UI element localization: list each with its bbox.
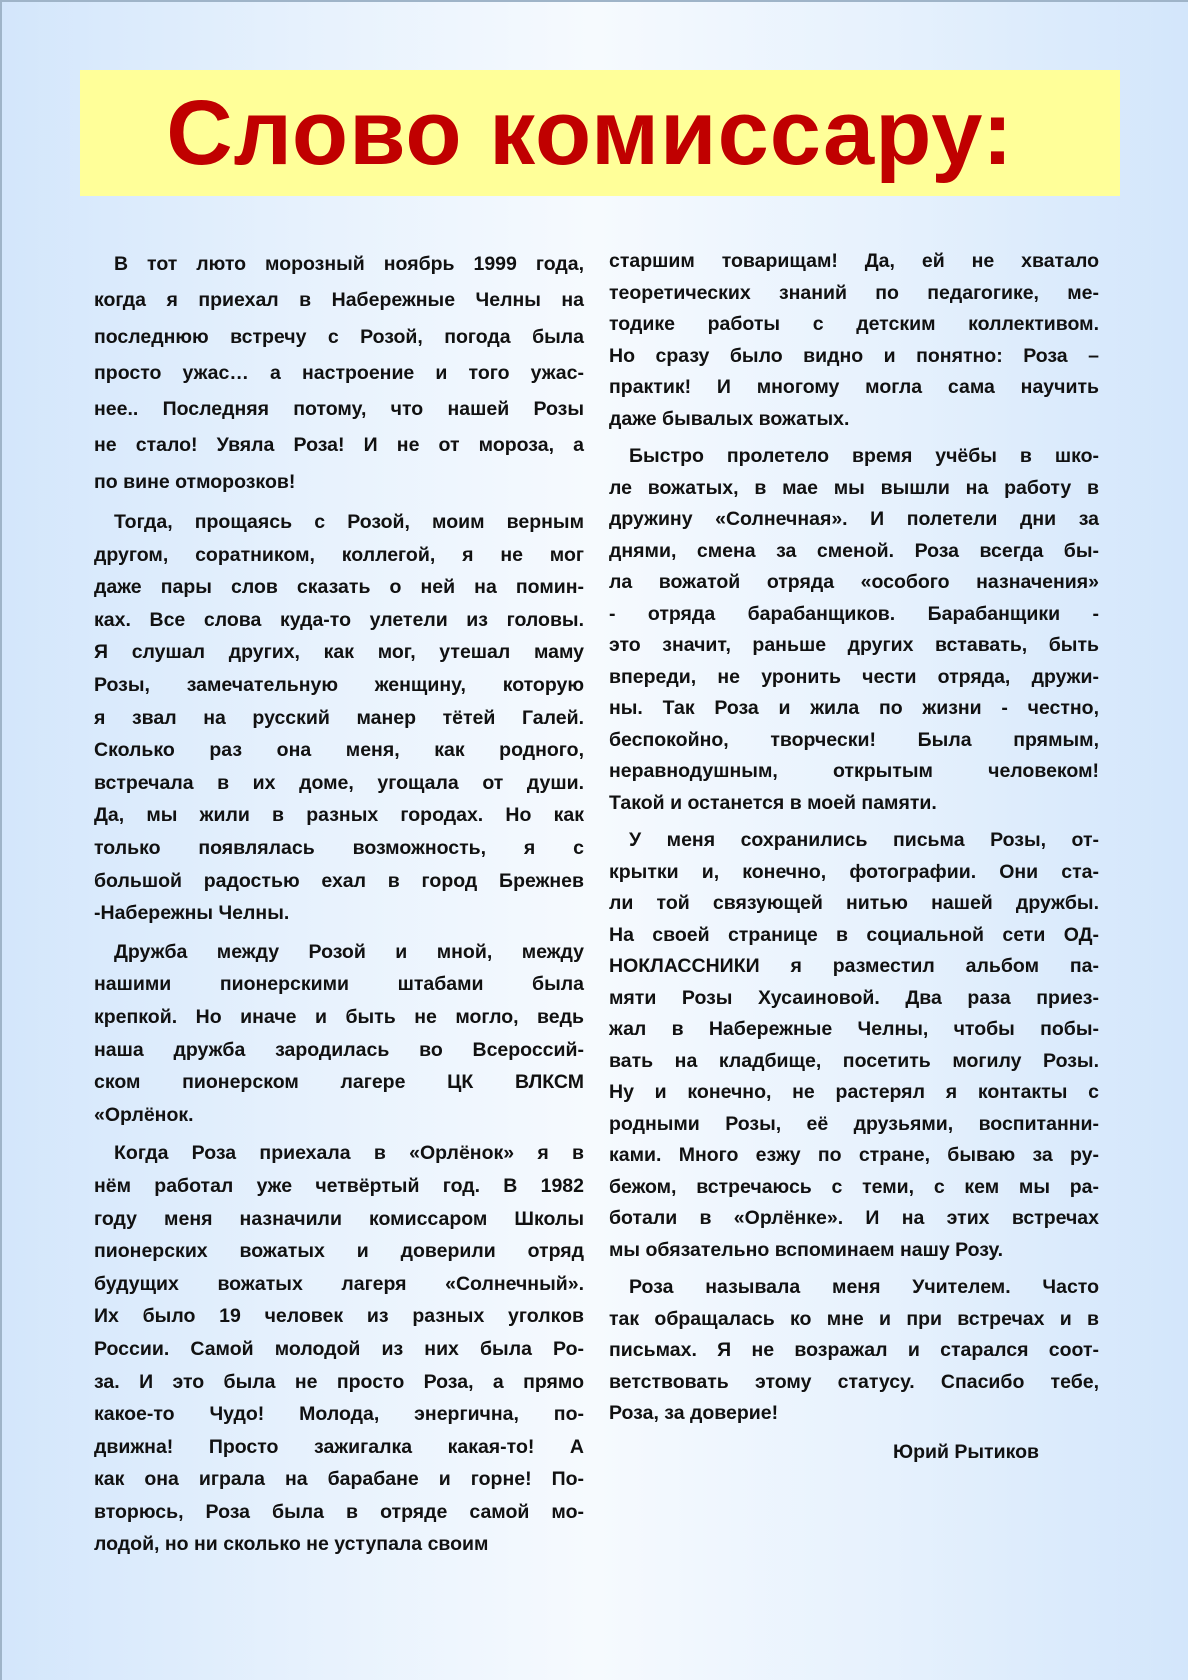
text-line: тодике работы с детским коллективом. — [609, 313, 1099, 335]
text-line: большой радостью ехал в город Брежнев — [94, 869, 584, 892]
paragraph — [609, 1272, 1099, 1430]
text-line: как она играла на барабане и горне! По- — [94, 1468, 584, 1491]
paragraph — [609, 246, 1099, 435]
text-line: ли той связующей нитью нашей дружбы. — [609, 892, 1099, 914]
text-line: когда я приехал в Набережные Челны на — [94, 289, 584, 312]
text-line: ском пионерском лагере ЦК ВЛКСМ — [94, 1071, 584, 1094]
text-line: ками. Много езжу по стране, бываю за ру- — [609, 1144, 1099, 1166]
text-line: Такой и останется в моей памяти. — [609, 791, 937, 814]
text-line: родными Розы, её друзьями, воспитанни- — [609, 1112, 1099, 1135]
text-line: только появлялась возможность, я с — [94, 837, 584, 860]
text-line: Роза называла меня Учителем. Часто — [629, 1276, 1099, 1298]
text-line: дружину «Солнечная». И полетели дни за — [609, 508, 1099, 530]
text-line: днями, смена за сменой. Роза всегда бы- — [609, 539, 1099, 562]
text-line: какое-то Чудо! Молода, энергична, по- — [94, 1403, 584, 1426]
text-line: России. Самой молодой из них была Ро- — [94, 1337, 584, 1360]
text-line: наша дружба зародилась во Всероссий- — [94, 1038, 584, 1061]
text-line: лодой, но ни сколько не уступала своим — [94, 1533, 489, 1556]
text-line: НОКЛАССНИКИ я разместил альбом па- — [609, 955, 1099, 977]
text-line: ках. Все слова куда-то улетели из головы. — [94, 608, 584, 631]
text-line: «Орлёнок. — [94, 1103, 194, 1126]
text-line: пионерских вожатых и доверили отряд — [94, 1240, 584, 1263]
text-line: не стало! Увяла Роза! И не от мороза, а — [94, 434, 584, 457]
text-line: Я слушал других, как мог, утешал маму — [94, 641, 584, 664]
paragraph — [94, 936, 584, 1132]
text-line: крепкой. Но иначе и быть не могло, ведь — [94, 1005, 584, 1028]
text-line: жал в Набережные Челны, чтобы побы- — [609, 1018, 1099, 1040]
text-line: Да, мы жили в разных городах. Но как — [94, 804, 584, 827]
text-line: Дружба между Розой и мной, между — [114, 940, 584, 963]
text-line: Но сразу было видно и понятно: Роза – — [609, 344, 1099, 367]
text-line: по вине отморозков! — [94, 470, 296, 493]
text-line: ветствовать этому статусу. Спасибо тебе, — [609, 1370, 1099, 1393]
text-line: просто ужас… а настроение и того ужас- — [94, 361, 584, 384]
text-line: На своей странице в социальной сети ОД- — [609, 923, 1099, 946]
author-signature: Юрий Рытиков — [892, 1440, 1039, 1463]
text-line: письмах. Я не возражал и старался соот- — [609, 1339, 1099, 1361]
paragraph — [94, 246, 584, 500]
text-line: мы обязательно вспоминаем нашу Розу. — [609, 1238, 1004, 1261]
text-line: ла вожатой отряда «особого назначения» — [609, 571, 1099, 593]
text-line: -Набережны Челны. — [94, 902, 290, 925]
article-column-right — [609, 246, 1099, 1468]
text-line: ны. Так Роза и жила по жизни - честно, — [609, 697, 1099, 719]
text-line: крытки и, конечно, фотографии. Они ста- — [609, 860, 1099, 883]
text-line: Тогда, прощаясь с Розой, моим верным — [114, 511, 584, 534]
text-line: мяти Розы Хусаиновой. Два раза приез- — [609, 986, 1099, 1009]
text-line: вторюсь, Роза была в отряде самой мо- — [94, 1500, 584, 1523]
text-line: Розы, замечательную женщину, которую — [94, 674, 584, 697]
text-line: я звал на русский манер тётей Галей. — [94, 706, 584, 729]
text-line: впереди, не уронить чести отряда, дружи- — [609, 665, 1099, 688]
text-line: Ну и конечно, не растерял я контакты с — [609, 1081, 1099, 1103]
text-line: ле вожатых, в мае мы вышли на работу в — [609, 476, 1099, 499]
text-line: нём работал уже четвёртый год. В 1982 — [94, 1174, 584, 1197]
text-line: даже бывалых вожатых. — [609, 407, 850, 430]
text-line: будущих вожатых лагеря «Солнечный». — [94, 1272, 584, 1295]
text-line: В тот люто морозный ноябрь 1999 года, — [114, 253, 584, 275]
text-line: - отряда барабанщиков. Барабанщики - — [609, 602, 1099, 625]
text-line: году меня назначили комиссаром Школы — [94, 1207, 584, 1230]
text-line: Роза, за доверие! — [609, 1402, 779, 1424]
text-line: Сколько раз она меня, как родного, — [94, 739, 584, 762]
paragraph — [94, 506, 584, 930]
text-line: Когда Роза приехала в «Орлёнок» я в — [114, 1142, 584, 1165]
text-line: практик! И многому могла сама научить — [609, 376, 1099, 398]
page-title: Слово комиссару: — [166, 82, 1014, 184]
text-line: нее.. Последняя потому, что нашей Розы — [94, 398, 584, 421]
text-line: даже пары слов сказать о ней на помин- — [94, 576, 584, 599]
text-line: старшим товарищам! Да, ей не хватало — [609, 250, 1099, 272]
text-line: движна! Просто зажигалка какая-то! А — [94, 1435, 584, 1458]
text-line: теоретических знаний по педагогике, ме- — [609, 281, 1099, 304]
text-line: вать на кладбище, посетить могилу Розы. — [609, 1049, 1099, 1072]
article-column-left — [94, 246, 584, 1567]
text-line: бежом, встречаюсь с теми, с кем мы ра- — [609, 1175, 1099, 1198]
text-line: это значит, раньше других вставать, быть — [609, 634, 1099, 656]
text-line: Быстро пролетело время учёбы в шко- — [629, 445, 1099, 467]
text-line: неравнодушным, открытым человеком! — [609, 760, 1099, 782]
text-line: так обращалась ко мне и при встречах и в — [609, 1307, 1099, 1330]
text-line: последнюю встречу с Розой, погода была — [94, 325, 584, 348]
text-line: другом, соратником, коллегой, я не мог — [94, 543, 584, 566]
text-line: за. И это была не просто Роза, а прямо — [94, 1370, 584, 1393]
text-line: ботали в «Орлёнке». И на этих встречах — [609, 1207, 1099, 1229]
text-line: У меня сохранились письма Розы, от- — [629, 829, 1099, 851]
paragraph — [609, 441, 1099, 819]
paragraph — [609, 825, 1099, 1266]
text-line: нашими пионерскими штабами была — [94, 973, 584, 996]
text-line: Их было 19 человек из разных уголков — [94, 1305, 584, 1328]
title-banner — [80, 70, 1120, 196]
text-line: беспокойно, творчески! Была прямым, — [609, 728, 1099, 751]
paragraph — [94, 1137, 584, 1561]
text-line: встречала в их доме, угощала от души. — [94, 771, 584, 794]
